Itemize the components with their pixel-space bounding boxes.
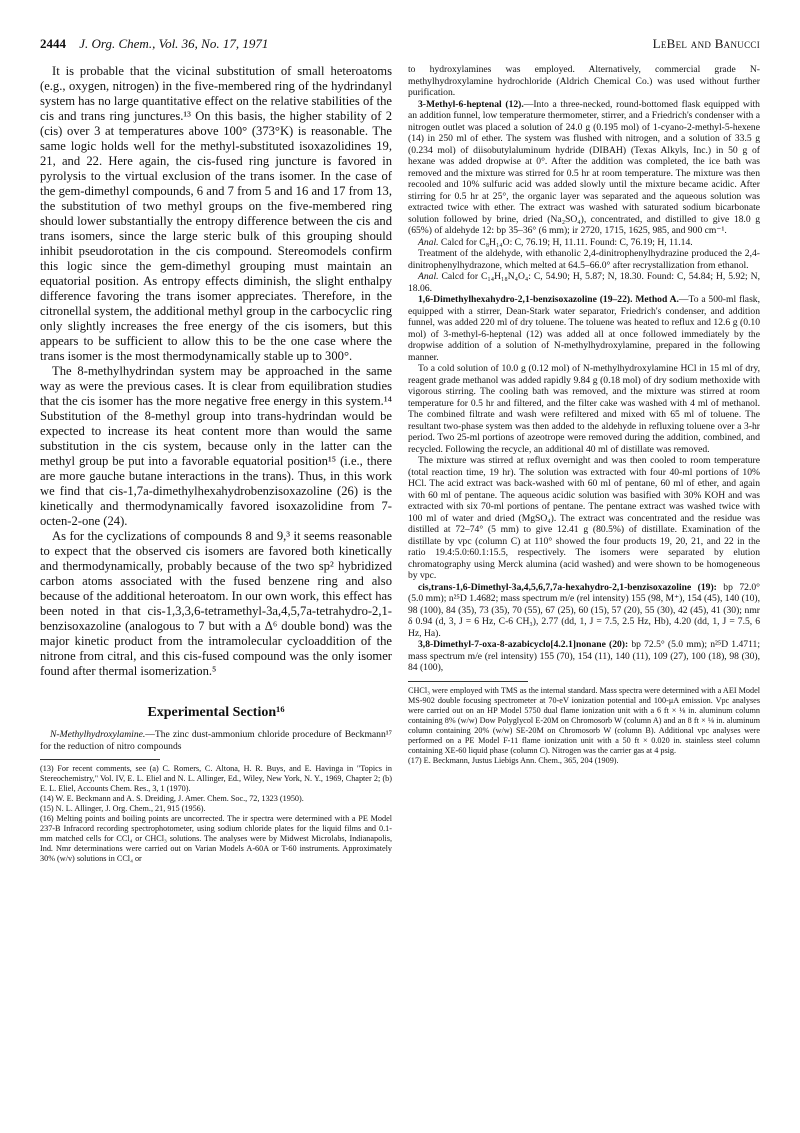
paragraph-text: Calcd for C₁₄H₁₈N₄O₄: C, 54.90; H, 5.87; N, 18.30. Found: C, 54.84; H, 5.92; N, 18.06. (408, 271, 760, 294)
experimental-paragraph (408, 294, 760, 363)
footnote: (13) For recent comments, see (a) C. Romers, C. Altona, H. R. Buys, and E. Havinga in "Topics in Stereochemistry," Vol. IV, E. L. Eliel and N. L. Allinger, Ed., Wiley, New York, N. Y., 1969, Chapter 2; (b) E. L. Eliel, Accounts Chem. Res., 3, 1 (1970). (40, 764, 392, 793)
paragraph-text: bp 72.0° (5.0 mm); n²⁵D 1.4682; mass spectrum m/e (rel intensity) 155 (98, M⁺), 154 (45), 140 (10), 98 (100), 84 (35), 73 (35), 70 (55), 67 (25), 60 (15), 57 (20), 55 (30), 42 (45), 41 (30); nmr δ 0.94 (d, 3, J = 6 Hz, C-6 CH₃), 2.77 (dd, 1, J = 7.5, 2.5 Hz, Hb), 4.20 (dd, 1, J = 7.5, 6 Hz, Ha). (408, 581, 760, 639)
footnote: (16) Melting points and boiling points are uncorrected. The ir spectra were determined with a PE Model 237-B Infracord recording spectrophotometer, using sodium chloride plates for the liquid films and 0.1-mm matched cells for CCl₄ or CHCl₃ solutions. The analyses were by Midwest Microlabs, Indianapolis, Ind. Nmr determinations were carried out on Varian Models A-60A or T-60 instruments. Approximately 30% (w/v) solutions in CCl₄ or (40, 814, 392, 863)
footnote-rule (408, 681, 528, 682)
header-left (40, 36, 268, 54)
paragraph-text: —Into a three-necked, round-bottomed flask equipped with an addition funnel, low temperature thermometer, stirrer, and a Friedrich's condenser with a nitrogen outlet was placed a solution of 24.0 g (0.195 mol) of 1-cyano-2-methyl-5-hexene (14) in 250 ml of ether. The system was flushed with nitrogen, and a solution of 33.5 g (0.234 mol) of diisobutylaluminum hydride (DIBAH) (Texas Alkyls, Inc.) in 50 g of hexane was added dropwise at 0°. After the addition was completed, the ice bath was removed and the mixture was stirred for 0.5 hr at room temperature. The mixture was then recooled and 10% sulfuric acid was added slowly until the mixture became acidic. After stirring for 0.5 hr at 25°, the organic layer was separated and the aqueous solution was extracted twice with ether. The extract was washed with saturated sodium bicarbonate solution followed by brine, dried (Na₂SO₄), concentrated, and distilled to give 18.0 g (65%) of aldehyde 12: bp 35–36° (6 mm); ir 2720, 1715, 1625, 985, and 900 cm⁻¹. (408, 98, 760, 236)
experimental-paragraph (408, 639, 760, 674)
run-in-heading: Anal. (418, 271, 439, 282)
run-in-heading: Anal. (418, 236, 439, 248)
experimental-paragraph (408, 99, 760, 237)
journal-citation: J. Org. Chem., Vol. 36, No. 17, 1971 (79, 36, 269, 51)
paragraph-text: Calcd for C₈H₁₄O: C, 76.19; H, 11.11. Found: C, 76.19; H, 11.14. (438, 236, 693, 248)
paragraph-text: —The zinc dust-ammonium chloride procedure of Beckmann¹⁷ for the reduction of nitro compounds (40, 729, 392, 752)
footnote: (14) W. E. Beckmann and A. S. Dreiding, J. Amer. Chem. Soc., 72, 1323 (1950). (40, 794, 304, 803)
running-authors: LeBel and Banucci (652, 36, 760, 51)
left-column (40, 64, 392, 1115)
experimental-paragraph (408, 455, 760, 582)
body-paragraph: The 8-methylhydrindan system may be approached in the same way as were the previous cases. It is clear from equilibration studies that the cis isomer has the more negative free energy in this system.¹⁴ Substitution of the 8-methyl group into trans-hydrindan would be expected to increase its heat content more than would the same substitution in the cis system, because only in the latter can the methyl group be put into a favorable equatorial position¹⁵ (i.e., there are more gauche butane interactions in the trans). Thus, in this work we find that cis-1,7a-dimethylhexahydrobenzisoxazoline (26) is the kinetically and thermodynamically favored isoxazolidine from 7-octen-2-one (24). (40, 364, 392, 528)
body-paragraph: As for the cyclizations of compounds 8 and 9,³ it seems reasonable to expect that the observed cis isomers are favored both kinetically and thermodynamically, probably because of the two sp² hybridized carbon atoms associated with the fused benzene ring and also because of the additional heteroatom. In our own work, this effect has been noted in that cis-1,3,3,6-tetramethyl-3a,4,5,7a-tetrahydro-2,1-benzisoxazoline (analogous to 7 but with a Δ⁶ double bond) was the major kinetic product from the intramolecular cycloaddition of the nitrone from citral, and this cis-fused compound was the only isomer found after thermal isomerization.⁵ (40, 529, 392, 678)
run-in-heading: 1,6-Dimethylhexahydro-2,1-benzisoxazoline (19–22). Method A. (418, 294, 679, 305)
experimental-paragraph (408, 237, 760, 249)
paragraph-text: —To a 500-ml flask, equipped with a stirrer, Dean-Stark water separator, Friedrich's condenser, and addition funnel, was added 220 ml of dry toluene. The toluene was heated to reflux and 12.6 g (0.10 mol) of 3-methyl-6-heptenal (12) was added all at once followed immediately by the dropwise addition of a solution of N-methylhydroxylamine, prepared in the following manner. (408, 294, 760, 363)
footnote: (17) E. Beckmann, Justus Liebigs Ann. Chem., 365, 204 (1909). (408, 755, 619, 765)
run-in-heading: 3-Methyl-6-heptenal (12). (418, 98, 524, 110)
page-number: 2444 (40, 36, 66, 51)
footnote-rule (40, 759, 160, 760)
paragraph-text: Treatment of the aldehyde, with ethanolic 2,4-dinitrophenylhydrazine produced the 2,4-dinitrophenylhydrazone, which melted at 64.5–66.0° after recrystallization from ethanol. (408, 248, 760, 271)
body-paragraph: It is probable that the vicinal substitution of small heteroatoms (e.g., oxygen, nitrogen) in the five-membered ring of the hydrindanyl system has no large quantitative effect on the relative stabilities of the cis and trans ring junctures.¹³ On this basis, the higher stability of 2 (cis) over 3 at temperatures above 100° (373°K) is reasonable. The same logic holds well for the methyl-substituted isoxazolidines 19, 21, and 22. Here again, the cis-fused ring juncture is favored in pyrolysis to the virtual exclusion of the trans isomer. In the case of the gem-dimethyl compounds, 6 and 7 from 5 and 16 and 17 from 13, the substitution of two methyl groups on the five-membered ring should lower substantially the entropy difference between the cis and trans isomers, since the large steric bulk of this grouping should inhibit pseudorotation in the cis compound. Stereomodels confirm this logic since the gem-dimethyl grouping must maintain an equatorial position. As entropy effects diminish, the slight enthalpy difference favoring the trans isomer appreciates. Therefore, in the citronellal system, the additional methyl group in the carbocyclic ring only slightly increases the free energy of the cis isomers, but this appears to be sufficient to allow this to be the one case where the trans isomer is the most thermodynamically stable up to 300°. (40, 64, 392, 363)
experimental-paragraph (40, 729, 392, 752)
run-in-heading: cis,trans-1,6-Dimethyl-3a,4,5,6,7,7a-hexahydro-2,1-benzisoxazoline (19): (418, 581, 717, 593)
right-column (408, 64, 760, 1115)
experimental-paragraph (408, 582, 760, 640)
footnote-continuation: CHCl₃ were employed with TMS as the internal standard. Mass spectra were determined with a AEI Model MS-902 double focusing spectrometer at 70-eV ionization potential and 100-μA emission. Vpc analyses were carried out on an HP Model 5750 dual flame ionization unit with a 6 ft × ⅛ in. aluminum column containing 8% (w/w) Dow Polyglycol E-20M on Chromosorb W (column A) and an 8 ft × ⅛ in. aluminum column containing 20% (w/w) SE-20M on Chromosorb W (column B). Additional vpc analyses were performed on a PE Model F-11 flame ionization unit with a 50 ft × 0.020 in. stainless steel column containing XE-60 liquid phase (column C). Nitrogen was the carrier gas at 4 psig. (408, 685, 760, 755)
section-heading: Experimental Section¹⁶ (147, 705, 285, 720)
run-in-heading: 3,8-Dimethyl-7-oxa-8-azabicyclo[4.2.1]nonane (20): (418, 639, 629, 650)
paragraph-text: The mixture was stirred at reflux overnight and was then cooled to room temperature (total reaction time, 19 hr). The solution was extracted with four 40-ml portions of 10% HCl. The acid extract was back-washed with 60 ml of pentane, 60 ml of ether, and again with 60 ml of pentane. The aqueous acidic solution was basified with 30% KOH and was extracted with six 70-ml portions of pentane. The pentane extract was washed twice with 100 ml of water and dried (MgSO₄). The extract was concentrated and the residue was distilled at 72–74° (5 mm) to give 12.41 g (80.5%) of distillate. Examination of the distillate by vpc (column C) at 110° showed the four products 19, 20, 21, and 22 in the ratio 19.4:5.0:60.1:15.5, respectively. The isomers were separated by elution chromatography using Merck alumina (acid washed) and were shown to be homogeneous by vpc. (408, 455, 760, 581)
paragraph-text: bp 72.5° (5.0 mm); n²⁵D 1.4711; mass spectrum m/e (rel intensity) 155 (70), 154 (11), 140 (11), 109 (27), 100 (18), 98 (30), 84 (100), (408, 639, 760, 673)
page-header (40, 36, 760, 54)
experimental-paragraph (408, 363, 760, 455)
paragraph-text: To a cold solution of 10.0 g (0.12 mol) of N-methylhydroxylamine HCl in 15 ml of dry, reagent grade methanol was added rapidly 9.84 g (0.18 mol) of dry sodium methoxide with vigorous stirring. The cooling bath was removed, and the mixture was stirred at room temperature for 0.5 hr and filtered, and the filter cake was washed with 4 ml of methanol. The combined filtrate and wash were refiltered and mixed with 65 ml of toluene. The resultant two-phase system was then added to the aldehyde in refluxing toluene over a 3-hr period. Two 25-ml portions of azeotrope were removed during the addition, combined, and recycled. Following the recycle, an additional 40 ml of distillate was removed. (408, 363, 760, 455)
run-in-heading: N-Methylhydroxylamine. (50, 729, 146, 740)
footnote: (15) N. L. Allinger, J. Org. Chem., 21, 915 (1956). (40, 804, 206, 813)
experimental-paragraph: to hydroxylamines was employed. Alternatively, commercial grade N-methylhydroxylamine hydrochloride (Aldrich Chemical Co.) was used without further purification. (408, 64, 760, 98)
experimental-paragraph (408, 271, 760, 294)
experimental-paragraph (408, 248, 760, 271)
